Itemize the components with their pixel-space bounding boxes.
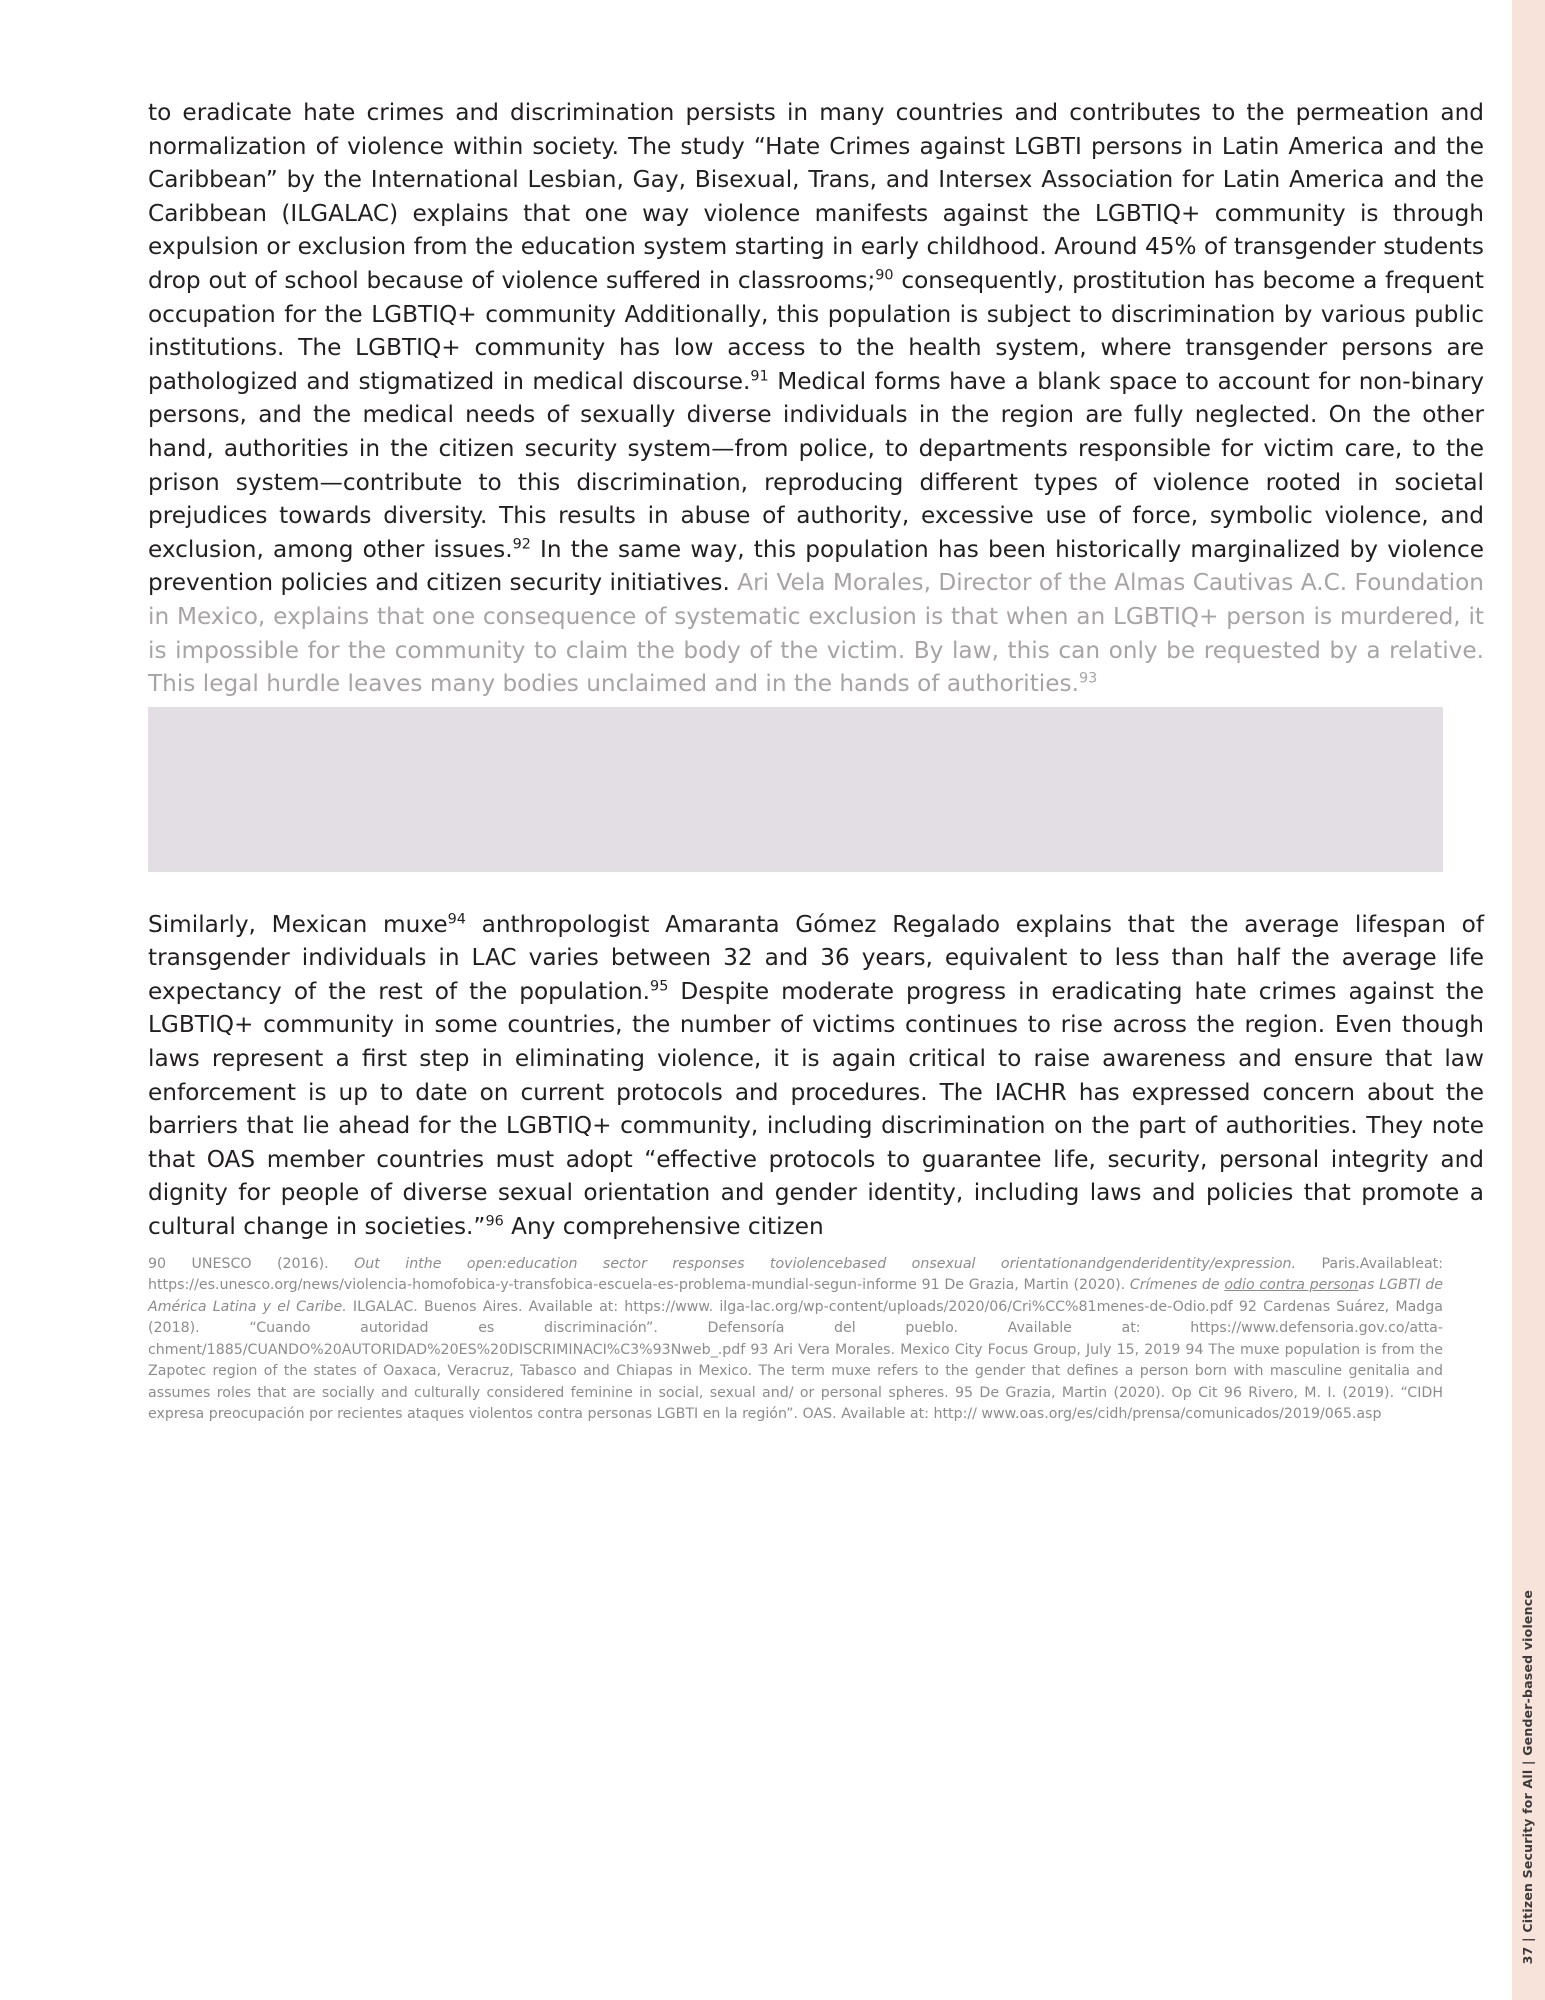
footnote-90-title: Out inthe open:education sector responses toviolencebased onsexual orientationandgenderidentity/expression. — [354, 1255, 1297, 1272]
footnote-ref-96: 96 — [485, 1213, 504, 1230]
paragraph-2-text-b: anthropologist Amaranta Gómez Regalado explains that the average lifespan of transgender individuals in LAC varies between 32 and 36 years, equivalent to less than half the average life expectancy of the rest of the population. — [148, 910, 1484, 1005]
paragraph-1 — [148, 96, 1484, 701]
footnote-90-lead: 90 UNESCO (2016). — [148, 1255, 355, 1272]
footnote-ref-91: 91 — [750, 368, 769, 385]
footnotes-block — [148, 1254, 1443, 1426]
paragraph-2 — [148, 908, 1484, 1244]
running-footer-label: 37 | Citizen Security for All | Gender-based violence — [1520, 1589, 1535, 1964]
paragraph-1-text-b: consequently, prostitution has become a frequent occupation for the LGBTIQ+ community Additionally, this population is subject to discrimination by various public institutions. The LGBTIQ+ community has low access to the health system, where transgender persons are pathologized and stigmatized in medical discourse. — [148, 266, 1485, 395]
image-placeholder-block — [148, 707, 1443, 872]
paragraph-2-text-d: Any comprehensive citizen — [503, 1213, 824, 1241]
footnote-ref-93: 93 — [1078, 670, 1098, 687]
page-content — [148, 96, 1484, 1426]
paragraph-2-text-a: Similarly, Mexican muxe — [148, 910, 448, 938]
paragraph-2-text-c: Despite moderate progress in eradicating hate crimes against the LGBTIQ+ community in some countries, the number of victims continues to rise across the region. Even though laws represent a first step in eliminating violence, it is again critical to raise awareness and ensure that law enforcement is up to date on current protocols and procedures. The IACHR has expressed concern about the barriers that lie ahead for the LGBTIQ+ community, including discrimination on the part of authorities. They note that OAS member countries must adopt “effective protocols to guarantee life, security, personal integrity and dignity for people of diverse sexual orientation and gender identity, including laws and policies that promote a cultural change in societies.” — [148, 977, 1484, 1241]
paragraph-1-text-d: In the same way, this population has been historically marginalized by violence prevention policies and citizen security initiatives. — [148, 535, 1484, 597]
paragraph-1-faded-text: Ari Vela Morales, Director of the Almas Cautivas A.C. Foundation in Mexico, explains that one consequence of systematic exclusion is that when an LGBTIQ+ person is murdered, it is impossible for the community to claim the body of the victim. By law, this can only be requested by a relative. This legal hurdle leaves many bodies unclaimed and in the hands of authorities. — [148, 569, 1484, 698]
footnote-91-title-a: Crímenes de — [1129, 1277, 1225, 1294]
footnote-ref-94: 94 — [447, 910, 466, 927]
footnote-90-rest: Paris.Availableat: https://es.unesco.org/news/violencia-homofobica-y-transfobica-escuela-es-problema-mundial-segun-informe 91 De Grazia, Martin (2020). — [148, 1255, 1443, 1294]
page-side-band-gap — [1504, 0, 1512, 2000]
footnotes-remainder: ILGALAC. Buenos Aires. Available at: https://www. ilga-lac.org/wp-content/uploads/2020/06/Cri%CC%81menes-de-Odio.pdf 92 Cardenas Suárez, Madga (2018). “Cuando autoridad es discriminación”. Defensoría del pueblo. Available at: https://www.defensoria.gov.co/atta- chment/1885/CUANDO%20AUTORIDAD%20ES%20DISCRIMINACI%C3%93Nweb_.pdf 93 Ari Vera Morales. Mexico City Focus Group, July 15, 2019 94 The muxe population is from the Zapotec region of the states of Oaxaca, Veracruz, Tabasco and Chiapas in Mexico. The term muxe refers to the gender that defines a person born with masculine genitalia and assumes roles that are socially and culturally considered feminine in social, sexual and/ or personal spheres. 95 De Grazia, Martin (2020). Op Cit 96 Rivero, M. I. (2019). “CIDH expresa preocupación por recientes ataques violentos contra personas LGBTI en la región”. OAS. Available at: http:// www.oas.org/es/cidh/prensa/comunicados/2019/065.asp — [148, 1298, 1443, 1423]
footnote-ref-95: 95 — [650, 978, 669, 995]
paragraph-1-text-c: Medical forms have a blank space to account for non-binary persons, and the medical needs of sexually diverse individuals in the region are fully neglected. On the other hand, authorities in the citizen security system—from police, to departments responsible for victim care, to the prison system—contribute to this discrimination, reproducing different types of violence rooted in societal prejudices towards diversity. This results in abuse of authority, excessive use of force, symbolic violence, and exclusion, among other issues. — [148, 367, 1484, 563]
footnote-91-title-underlined: odio contra person — [1224, 1277, 1359, 1294]
paragraph-1-text-a: to eradicate hate crimes and discrimination persists in many countries and contributes to the permeation and normalization of violence within society. The study “Hate Crimes against LGBTI persons in Latin America and the Caribbean” by the International Lesbian, Gay, Bisexual, Trans, and Intersex Association for Latin America and the Caribbean (ILGALAC) explains that one way violence manifests against the LGBTIQ+ community is through expulsion or exclusion from the education system starting in early childhood. Around 45% of transgender students drop out of school because of violence suffered in classrooms; — [148, 99, 1484, 294]
footnote-91-title-b: as LGBTI de América Latina y el Caribe. — [148, 1277, 1443, 1315]
footnote-ref-90: 90 — [875, 267, 894, 284]
footnote-ref-92: 92 — [512, 535, 531, 552]
